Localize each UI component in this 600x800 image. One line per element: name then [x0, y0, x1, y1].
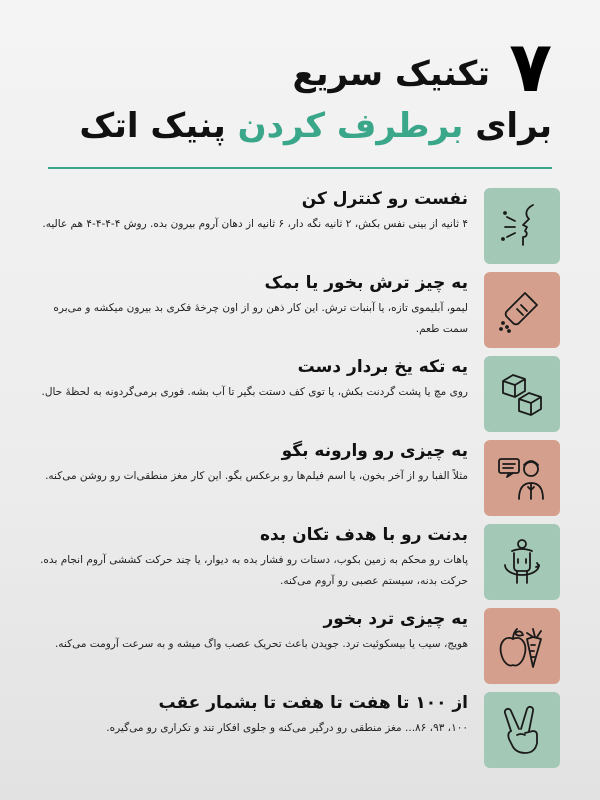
tip-title: نفست رو کنترل کن	[301, 189, 468, 209]
tip-title: از ۱۰۰ تا هفت تا هفت تا بشمار عقب	[158, 693, 468, 713]
tip-title: یه چیزی رو وارونه بگو	[281, 441, 468, 461]
tip-title: یه چیز ترش بخور یا بمک	[264, 273, 468, 293]
salt-shaker-icon	[495, 283, 549, 337]
ice-cubes-icon	[495, 367, 549, 421]
person-thinking-icon	[495, 451, 549, 505]
tip-title: بدنت رو با هدف تکان بده	[259, 525, 468, 545]
icon-box	[484, 524, 560, 600]
tip-description: هویج، سیب یا بیسکوئیت ترد. جویدن باعث تحریک عصب واگ میشه و به سرعت آرومت می‌کنه.	[54, 638, 468, 651]
tip-item-breathing	[40, 188, 560, 264]
tip-description: روی مچ یا پشت گردنت بکش، یا توی کف دستت بگیر تا آب بشه. فوری برمی‌گردونه به لحظهٔ حال.	[41, 386, 468, 399]
icon-box	[484, 440, 560, 516]
apple-carrot-icon	[495, 619, 549, 673]
victory-hand-icon	[495, 703, 549, 757]
tip-description: پاهات رو محکم به زمین بکوب، دستات رو فشار بده به دیوار، یا چند حرکت کششی آروم انجام بده. حرکت بدنه، سیستم عصبی رو آروم می‌کنه.	[40, 554, 468, 587]
title-highlight: برطرف کردن	[237, 106, 464, 146]
icon-box	[484, 272, 560, 348]
header-divider	[48, 167, 552, 169]
exercising-person-icon	[495, 535, 549, 589]
tip-item-countdown	[40, 692, 560, 768]
title-line-2	[79, 106, 552, 147]
header	[48, 28, 552, 158]
title-number: ۷	[509, 26, 552, 108]
title-line-1: تکنیک سریع	[292, 54, 490, 94]
tip-title: یه چیزی ترد بخور	[323, 609, 468, 629]
tip-item-move	[40, 524, 560, 600]
icon-box	[484, 692, 560, 768]
tip-description: ۴ ثانیه از بینی نفس بکش، ۲ ثانیه نگه دار، ۶ ثانیه از دهان آروم بیرون بده. روش ۴-۴-۴-۴ هم عالیه.	[42, 218, 468, 231]
breathing-face-icon	[495, 199, 549, 253]
title-suffix: پنیک اتک	[79, 106, 238, 146]
tip-item-sour	[40, 272, 560, 348]
icon-box	[484, 608, 560, 684]
tip-description: ۱۰۰، ۹۳، ۸۶... مغز منطقی رو درگیر می‌کنه و جلوی افکار تند و تکراری رو می‌گیره.	[106, 722, 468, 735]
tip-item-crunchy	[40, 608, 560, 684]
title-prefix: برای	[463, 106, 552, 146]
icon-box	[484, 188, 560, 264]
tip-item-ice	[40, 356, 560, 432]
tip-description: مثلاً الفبا رو از آخر بخون، یا اسم فیلم‌ها رو برعکس بگو. این کار مغز منطقی‌ات رو روشن می‌کنه.	[45, 470, 468, 483]
tip-title: یه تکه یخ بردار دست	[297, 357, 468, 377]
tip-description: لیمو، آبلیموی تازه، یا آبنبات ترش. این کار ذهن رو از اون چرخهٔ فکری بد بیرون میکشه و می‌بره سمت طعم.	[53, 302, 468, 335]
tip-item-reverse	[40, 440, 560, 516]
icon-box	[484, 356, 560, 432]
